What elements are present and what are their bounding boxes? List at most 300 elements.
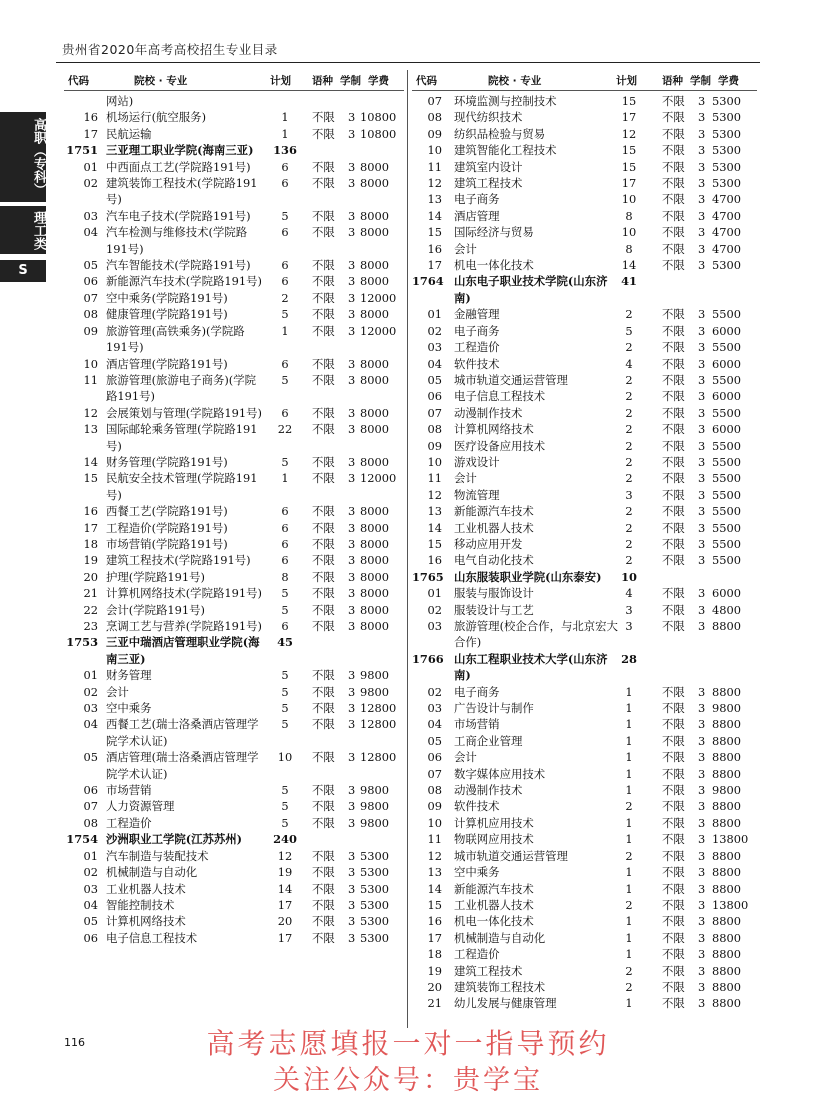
name-cell: 建筑装饰工程技术 <box>454 979 546 994</box>
table-row <box>64 126 404 142</box>
side-tab-category: 理工类 <box>0 206 46 254</box>
years-cell: 3 <box>348 290 356 305</box>
code-cell: 17 <box>427 930 442 945</box>
fee-cell: 9800 <box>360 799 389 814</box>
left-table-body <box>64 93 404 946</box>
name-cell: 工程造价 <box>454 947 500 962</box>
plan-cell: 5 <box>281 307 289 322</box>
plan-cell: 5 <box>281 815 289 830</box>
name-cell: 建筑智能化工程技术 <box>454 143 557 158</box>
fee-cell: 5500 <box>712 504 741 519</box>
code-cell: 02 <box>83 865 98 880</box>
plan-cell: 10 <box>621 225 637 240</box>
plan-cell: 3 <box>625 602 633 617</box>
fee-cell: 13800 <box>712 832 749 847</box>
table-row <box>64 848 404 864</box>
years-cell: 3 <box>348 307 356 322</box>
years-cell: 3 <box>348 208 356 223</box>
code-cell: 04 <box>83 717 98 732</box>
fee-cell: 5500 <box>712 520 741 535</box>
lang-cell: 不限 <box>312 701 335 716</box>
fee-cell: 13800 <box>712 897 749 912</box>
plan-cell: 240 <box>273 832 297 847</box>
years-cell: 3 <box>348 225 356 240</box>
plan-cell: 5 <box>281 586 289 601</box>
header-plan: 计划 <box>270 75 291 87</box>
fee-cell: 8000 <box>360 405 389 420</box>
plan-cell: 22 <box>277 422 293 437</box>
lang-cell: 不限 <box>662 340 685 355</box>
lang-cell: 不限 <box>662 323 685 338</box>
plan-cell: 5 <box>281 701 289 716</box>
years-cell: 3 <box>698 323 706 338</box>
code-cell: 15 <box>427 536 442 551</box>
table-row <box>64 109 404 125</box>
lang-cell: 不限 <box>662 520 685 535</box>
years-cell: 3 <box>348 865 356 880</box>
years-cell: 3 <box>698 422 706 437</box>
name-cell: 现代纺织技术 <box>454 110 523 125</box>
fee-cell: 8800 <box>712 963 741 978</box>
code-cell: 14 <box>427 520 442 535</box>
fee-cell: 8800 <box>712 766 741 781</box>
name-cell: 建筑工程技术 <box>454 963 523 978</box>
name-cell: 移动应用开发 <box>454 536 523 551</box>
name-cell: 计算机网络技术 <box>106 914 186 929</box>
name-cell: 山东工程职业技术大学(山东济南) <box>454 651 608 683</box>
fee-cell: 8800 <box>712 799 741 814</box>
plan-cell: 1 <box>625 865 633 880</box>
table-row <box>412 93 757 109</box>
plan-cell: 4 <box>625 356 633 371</box>
table-row <box>412 881 757 897</box>
lang-cell: 不限 <box>662 405 685 420</box>
lang-cell: 不限 <box>662 586 685 601</box>
name-cell: 酒店管理(学院路191号) <box>106 356 228 371</box>
fee-cell: 8800 <box>712 881 741 896</box>
name-cell: 物流管理 <box>454 487 500 502</box>
years-cell: 3 <box>348 126 356 141</box>
side-tab-level: 高职（专科） <box>0 112 46 202</box>
name-cell: 服装与服饰设计 <box>454 586 534 601</box>
code-cell: 17 <box>83 126 98 141</box>
years-cell: 3 <box>698 897 706 912</box>
page-number: 116 <box>64 1036 85 1049</box>
lang-cell: 不限 <box>662 422 685 437</box>
table-row <box>412 979 757 995</box>
plan-cell: 2 <box>625 372 633 387</box>
code-cell: 08 <box>83 307 98 322</box>
fee-cell: 8000 <box>360 258 389 273</box>
name-cell: 计算机应用技术 <box>454 815 534 830</box>
lang-cell: 不限 <box>662 881 685 896</box>
plan-cell: 1 <box>625 701 633 716</box>
code-cell: 01 <box>427 586 442 601</box>
years-cell: 3 <box>698 94 706 108</box>
code-cell: 20 <box>83 569 98 584</box>
lang-cell: 不限 <box>312 586 335 601</box>
name-cell: 空中乘务 <box>106 701 152 716</box>
fee-cell: 5500 <box>712 405 741 420</box>
lang-cell: 不限 <box>662 536 685 551</box>
table-row <box>412 208 757 224</box>
years-cell: 3 <box>698 454 706 469</box>
plan-cell: 15 <box>621 143 637 158</box>
header-years: 学制 <box>690 75 711 87</box>
table-row <box>64 716 404 749</box>
lang-cell: 不限 <box>312 536 335 551</box>
code-cell: 13 <box>83 422 98 437</box>
years-cell: 3 <box>698 783 706 798</box>
years-cell: 3 <box>348 454 356 469</box>
table-row <box>412 749 757 765</box>
plan-cell: 6 <box>281 504 289 519</box>
plan-cell: 45 <box>277 635 293 650</box>
code-cell: 11 <box>83 372 98 387</box>
name-cell: 广告设计与制作 <box>454 701 534 716</box>
lang-cell: 不限 <box>312 307 335 322</box>
plan-cell: 6 <box>281 225 289 240</box>
years-cell: 3 <box>348 815 356 830</box>
code-cell: 03 <box>427 619 442 633</box>
table-row <box>64 569 404 585</box>
code-cell: 10 <box>427 143 442 158</box>
right-table-header <box>412 72 757 91</box>
plan-cell: 1 <box>625 783 633 798</box>
plan-cell: 3 <box>625 619 633 633</box>
fee-cell: 6000 <box>712 356 741 371</box>
fee-cell: 6000 <box>712 323 741 338</box>
plan-cell: 17 <box>621 110 637 125</box>
code-cell: 12 <box>427 176 442 191</box>
fee-cell: 12000 <box>360 290 397 305</box>
code-cell: 15 <box>427 897 442 912</box>
table-row <box>64 618 404 634</box>
name-cell: 财务管理(学院路191号) <box>106 454 228 469</box>
name-cell: 动漫制作技术 <box>454 405 523 420</box>
header-plan: 计划 <box>616 75 637 87</box>
lang-cell: 不限 <box>662 454 685 469</box>
name-cell: 电子商务 <box>454 323 500 338</box>
name-cell: 护理(学院路191号) <box>106 569 205 584</box>
table-row <box>64 372 404 405</box>
name-cell: 金融管理 <box>454 307 500 322</box>
years-cell: 3 <box>698 192 706 207</box>
name-cell: 机械制造与自动化 <box>106 865 198 880</box>
table-row <box>64 585 404 601</box>
years-cell: 3 <box>348 619 356 633</box>
name-cell: 机电一体化技术 <box>454 914 534 929</box>
plan-cell: 3 <box>625 487 633 502</box>
header-rule <box>56 62 760 63</box>
header-fee: 学费 <box>718 75 739 87</box>
code-cell: 07 <box>427 94 442 108</box>
code-cell: 06 <box>427 389 442 404</box>
name-cell: 工程造价 <box>454 340 500 355</box>
name-cell: 动漫制作技术 <box>454 783 523 798</box>
code-cell: 01 <box>83 848 98 863</box>
name-cell: 计算机网络技术(学院路191号) <box>106 586 262 601</box>
fee-cell: 4800 <box>712 602 741 617</box>
code-cell: 1766 <box>412 651 444 666</box>
fee-cell: 9800 <box>360 815 389 830</box>
fee-cell: 8000 <box>360 504 389 519</box>
code-cell: 02 <box>427 602 442 617</box>
code-cell: 16 <box>83 110 98 125</box>
table-row <box>64 667 404 683</box>
name-cell: 空中乘务 <box>454 865 500 880</box>
code-cell: 03 <box>83 701 98 716</box>
code-cell: 13 <box>427 865 442 880</box>
fee-cell: 8800 <box>712 848 741 863</box>
name-cell: 汽车检测与维修技术(学院路191号) <box>106 225 248 256</box>
code-cell: 12 <box>427 487 442 502</box>
fee-cell: 12800 <box>360 717 397 732</box>
years-cell: 3 <box>698 438 706 453</box>
table-row <box>64 782 404 798</box>
code-cell: 1753 <box>66 635 98 650</box>
plan-cell: 1 <box>625 733 633 748</box>
fee-cell: 9800 <box>360 684 389 699</box>
code-cell: 01 <box>83 159 98 174</box>
fee-cell: 9800 <box>360 783 389 798</box>
plan-cell: 17 <box>621 176 637 191</box>
lang-cell: 不限 <box>662 783 685 798</box>
fee-cell: 4700 <box>712 225 741 240</box>
table-row <box>64 536 404 552</box>
table-row <box>64 470 404 503</box>
code-cell: 09 <box>427 438 442 453</box>
years-cell: 3 <box>698 602 706 617</box>
plan-cell: 1 <box>625 815 633 830</box>
fee-cell: 5500 <box>712 307 741 322</box>
years-cell: 3 <box>698 372 706 387</box>
table-row <box>64 454 404 470</box>
lang-cell: 不限 <box>662 602 685 617</box>
table-row <box>64 520 404 536</box>
plan-cell: 14 <box>621 258 637 273</box>
lang-cell: 不限 <box>312 520 335 535</box>
plan-cell: 4 <box>625 586 633 601</box>
years-cell: 3 <box>348 569 356 584</box>
lang-cell: 不限 <box>662 471 685 486</box>
plan-cell: 6 <box>281 159 289 174</box>
table-row <box>412 618 757 651</box>
code-cell: 03 <box>83 881 98 896</box>
table-row <box>412 536 757 552</box>
table-row <box>64 913 404 929</box>
code-cell: 13 <box>427 504 442 519</box>
years-cell: 3 <box>348 930 356 945</box>
years-cell: 3 <box>348 684 356 699</box>
name-cell: 工商企业管理 <box>454 733 523 748</box>
fee-cell: 5500 <box>712 340 741 355</box>
plan-cell: 2 <box>625 979 633 994</box>
lang-cell: 不限 <box>662 684 685 699</box>
table-row <box>412 241 757 257</box>
lang-cell: 不限 <box>312 323 335 338</box>
code-cell: 16 <box>83 504 98 519</box>
name-cell: 电子商务 <box>454 192 500 207</box>
lang-cell: 不限 <box>662 947 685 962</box>
plan-cell: 1 <box>625 930 633 945</box>
lang-cell: 不限 <box>312 602 335 617</box>
table-row <box>412 388 757 404</box>
code-cell: 21 <box>427 996 442 1011</box>
years-cell: 3 <box>698 848 706 863</box>
table-row <box>412 848 757 864</box>
lang-cell: 不限 <box>662 897 685 912</box>
header-lang: 语种 <box>662 75 683 87</box>
table-row <box>412 602 757 618</box>
code-cell: 23 <box>83 619 98 633</box>
table-row <box>412 552 757 568</box>
table-row <box>412 815 757 831</box>
years-cell: 3 <box>698 208 706 223</box>
plan-cell: 5 <box>281 799 289 814</box>
code-cell: 21 <box>83 586 98 601</box>
name-cell: 汽车电子技术(学院路191号) <box>106 208 251 223</box>
years-cell: 3 <box>348 602 356 617</box>
lang-cell: 不限 <box>312 865 335 880</box>
name-cell: 电气自动化技术 <box>454 553 534 568</box>
fee-cell: 8000 <box>360 274 389 289</box>
code-cell: 04 <box>83 897 98 912</box>
years-cell: 3 <box>698 947 706 962</box>
years-cell: 3 <box>698 701 706 716</box>
plan-cell: 1 <box>281 126 289 141</box>
plan-cell: 15 <box>621 94 637 108</box>
table-row <box>64 323 404 356</box>
fee-cell: 5300 <box>360 897 389 912</box>
years-cell: 3 <box>698 126 706 141</box>
name-cell: 城市轨道交通运营管理 <box>454 372 568 387</box>
years-cell: 3 <box>698 586 706 601</box>
plan-cell: 6 <box>281 536 289 551</box>
name-cell: 新能源汽车技术(学院路191号) <box>106 274 262 289</box>
code-cell: 09 <box>427 126 442 141</box>
years-cell: 3 <box>348 520 356 535</box>
name-cell: 智能控制技术 <box>106 897 175 912</box>
code-cell: 16 <box>427 914 442 929</box>
plan-cell: 2 <box>625 438 633 453</box>
plan-cell: 6 <box>281 619 289 633</box>
years-cell: 3 <box>698 930 706 945</box>
plan-cell: 6 <box>281 176 289 191</box>
code-cell: 1754 <box>66 832 98 847</box>
name-cell: 会展策划与管理(学院路191号) <box>106 405 262 420</box>
years-cell: 3 <box>698 225 706 240</box>
fee-cell: 8800 <box>712 947 741 962</box>
code-cell: 07 <box>83 290 98 305</box>
fee-cell: 5300 <box>712 143 741 158</box>
fee-cell: 8800 <box>712 979 741 994</box>
lang-cell: 不限 <box>662 750 685 765</box>
name-cell: 市场营销 <box>454 717 500 732</box>
code-cell: 10 <box>427 454 442 469</box>
years-cell: 3 <box>348 553 356 568</box>
table-row <box>412 700 757 716</box>
table-row <box>64 306 404 322</box>
code-cell: 08 <box>427 110 442 125</box>
lang-cell: 不限 <box>312 372 335 387</box>
years-cell: 3 <box>348 258 356 273</box>
fee-cell: 8000 <box>360 176 389 191</box>
years-cell: 3 <box>698 536 706 551</box>
years-cell: 3 <box>698 340 706 355</box>
left-column <box>64 72 404 946</box>
watermark-line-1: 高考志愿填报一对一指导预约 <box>206 1027 610 1060</box>
lang-cell: 不限 <box>662 733 685 748</box>
lang-cell: 不限 <box>662 815 685 830</box>
table-row <box>64 421 404 454</box>
table-row <box>64 257 404 273</box>
lang-cell: 不限 <box>312 930 335 945</box>
years-cell: 3 <box>348 750 356 765</box>
table-row <box>412 766 757 782</box>
plan-cell: 1 <box>625 947 633 962</box>
fee-cell: 5300 <box>712 94 741 108</box>
lang-cell: 不限 <box>662 930 685 945</box>
table-row <box>64 159 404 175</box>
lang-cell: 不限 <box>312 208 335 223</box>
fee-cell: 5300 <box>712 110 741 125</box>
table-row <box>64 552 404 568</box>
table-row <box>64 602 404 618</box>
table-row <box>412 487 757 503</box>
plan-cell: 1 <box>281 110 289 125</box>
plan-cell: 6 <box>281 258 289 273</box>
fee-cell: 9800 <box>712 783 741 798</box>
fee-cell: 5300 <box>360 865 389 880</box>
years-cell: 3 <box>348 914 356 929</box>
lang-cell: 不限 <box>662 258 685 273</box>
lang-cell: 不限 <box>662 356 685 371</box>
plan-cell: 5 <box>281 783 289 798</box>
table-row <box>412 864 757 880</box>
plan-cell: 17 <box>277 930 293 945</box>
years-cell: 3 <box>348 799 356 814</box>
code-cell: 04 <box>83 225 98 240</box>
fee-cell: 9800 <box>712 701 741 716</box>
years-cell: 3 <box>348 159 356 174</box>
name-cell: 西餐工艺(学院路191号) <box>106 504 228 519</box>
lang-cell: 不限 <box>662 307 685 322</box>
code-cell: 17 <box>83 520 98 535</box>
years-cell: 3 <box>348 536 356 551</box>
years-cell: 3 <box>698 241 706 256</box>
name-cell: 人力资源管理 <box>106 799 175 814</box>
code-cell: 05 <box>83 914 98 929</box>
name-cell: 国际经济与贸易 <box>454 225 534 240</box>
years-cell: 3 <box>698 356 706 371</box>
years-cell: 3 <box>698 766 706 781</box>
plan-cell: 5 <box>281 602 289 617</box>
plan-cell: 41 <box>621 274 637 289</box>
fee-cell: 8000 <box>360 422 389 437</box>
table-row <box>64 290 404 306</box>
years-cell: 3 <box>348 848 356 863</box>
header-code: 代码 <box>68 75 89 87</box>
fee-cell: 5500 <box>712 454 741 469</box>
code-cell: 14 <box>83 454 98 469</box>
plan-cell: 6 <box>281 274 289 289</box>
fee-cell: 8000 <box>360 602 389 617</box>
years-cell: 3 <box>698 815 706 830</box>
years-cell: 3 <box>698 389 706 404</box>
years-cell: 3 <box>348 504 356 519</box>
table-row <box>64 93 404 109</box>
